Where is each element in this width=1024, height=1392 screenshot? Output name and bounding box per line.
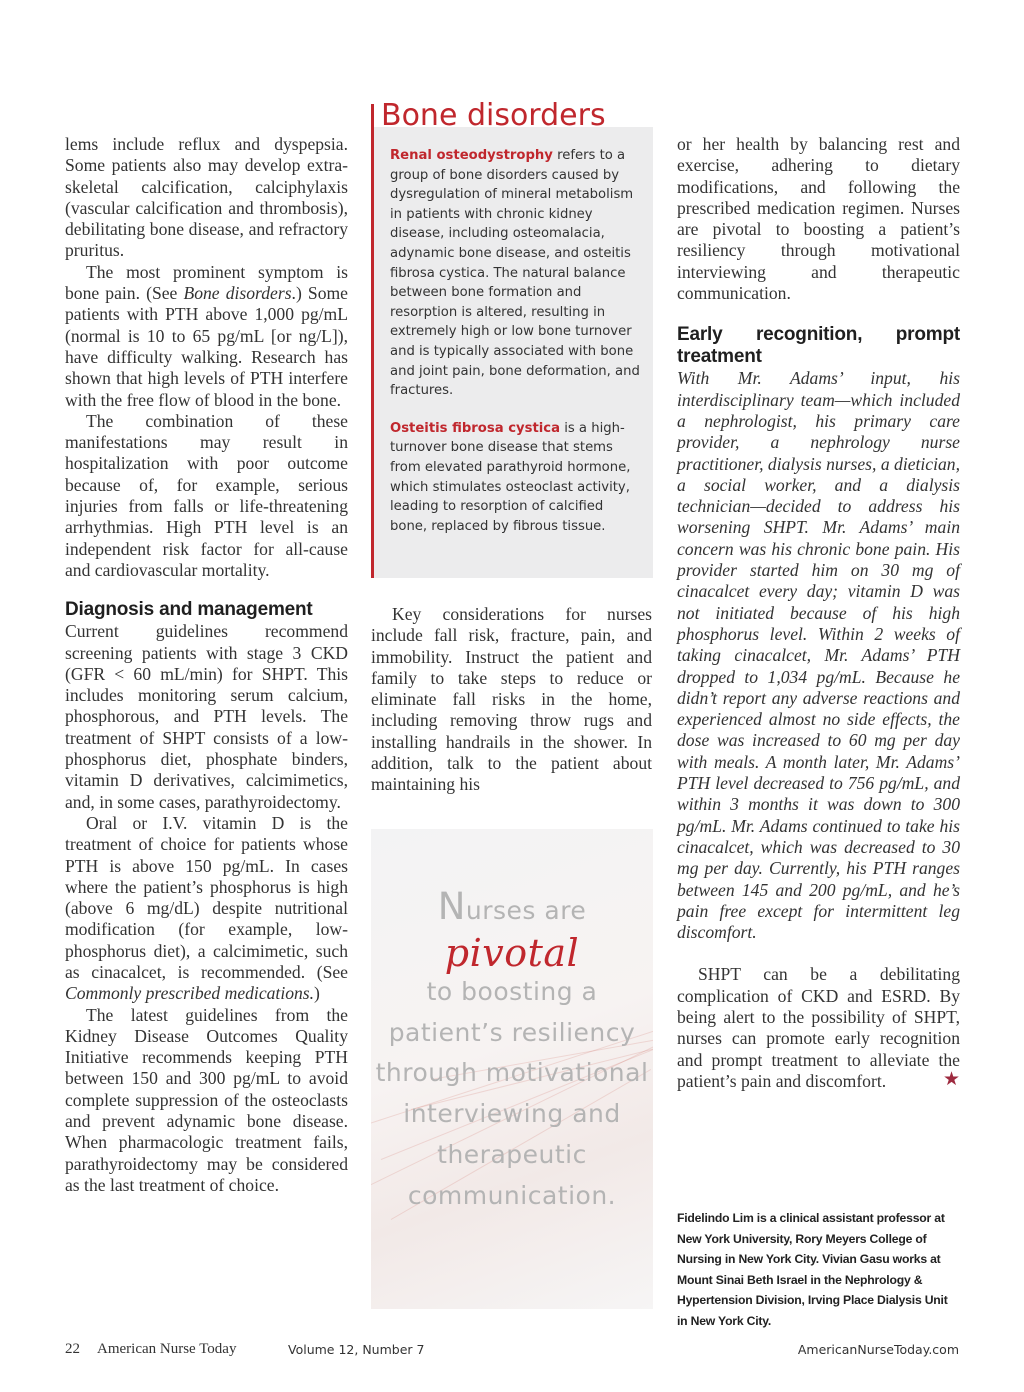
page-footer bbox=[65, 1341, 959, 1361]
pull-quote bbox=[371, 829, 653, 1309]
sidebar-paragraph bbox=[390, 146, 640, 401]
text-run: .) Some patients with PTH above 1,000 pg/mL (normal is 10 to 65 pg/mL [or ng/L]), have difficulty walking. Research has shown that high levels of PTH interfere with the free flow of blood in the bone. bbox=[65, 283, 348, 410]
pull-quote-text bbox=[371, 887, 653, 1217]
paragraph: The combination of these manifestations may result in hospitalization with poor outcome because of, for example, serious injuries from falls or life-threatening arrhythmias. High PTH level is an independent risk factor for all-cause and cardiovascular mortality. bbox=[65, 410, 348, 580]
column-middle bbox=[371, 604, 652, 796]
section-heading: Early recognition, prompt treatment bbox=[677, 324, 960, 368]
pull-quote-rest: to boosting a patient’s resiliency through motivational interviewing and therapeutic communication. bbox=[375, 976, 649, 1210]
website-url[interactable]: AmericanNurseToday.com bbox=[797, 1342, 959, 1357]
paragraph bbox=[65, 262, 348, 411]
sidebar-term: Renal osteodystrophy bbox=[390, 148, 553, 163]
end-star-icon: ★ bbox=[942, 1068, 960, 1090]
page-number: 22 bbox=[65, 1341, 80, 1357]
cross-reference: Commonly prescribed medications. bbox=[65, 983, 315, 1004]
pull-quote-initial: N bbox=[437, 885, 466, 928]
sidebar-paragraph bbox=[390, 419, 640, 537]
cross-reference: Bone disorders bbox=[183, 283, 292, 304]
sidebar-content bbox=[390, 146, 640, 554]
sidebar-title: Bone disorders bbox=[381, 98, 606, 133]
sidebar-definition: refers to a group of bone disorders caused by dysregulation of mineral metabolism in patients with chronic kidney disease, including osteomalacia, adynamic bone disease, and osteitis fibrosa cystica. The natural balance between bone formation and resorption is altered, resulting in extremely high or low bone turnover and is typically associated with bone and joint pain, bone deformation, and fractures. bbox=[390, 148, 640, 399]
pull-quote-line: urses are bbox=[465, 896, 587, 925]
paragraph: lems include reflux and dyspepsia. Some patients also may develop extra-skeletal calcification, calciphylaxis (vascular calcification and thrombosis), debilitating bone disease, and refractory pruritus. bbox=[65, 134, 348, 261]
text-run: SHPT can be a debilitating complication of CKD and ESRD. By being alert to the possibility of SHPT, nurses can promote early recognition and prompt treatment to alleviate the patient’s pain and discomfort. bbox=[677, 964, 960, 1091]
case-study: With Mr. Adams’ input, his interdisciplinary team—which included a nephrologist, his primary care provider, a nephrology nurse practitioner, dialysis nurses, a dietician, a social worker, and a dialysis technician—decided to address his worsening SHPT. Mr. Adams’ main concern was his chronic bone pain. His provider started him on 30 mg of cinacalcet every day; vitamin D was not initiated because of his high phosphorus level. Within 2 weeks of taking cinacalcet, Mr. Adams’ PTH dropped to 1,034 pg/mL. Because he didn’t report any adverse reactions and experienced almost no side effects, the dose was increased to 60 mg per day with meals. A month later, Mr. Adams’ PTH level decreased to 756 pg/mL, and within 3 months it was down to 300 pg/mL. Mr. Adams continued to take his cinacalcet, which was decreased to 30 mg per day. Currently, his PTH ranges between 145 and 200 pg/mL, and he’s pain free except for intermittent leg discomfort. bbox=[677, 368, 960, 943]
column-left bbox=[65, 134, 348, 1196]
magazine-name: American Nurse Today bbox=[97, 1341, 237, 1357]
text-run: Oral or I.V. vitamin D is the treatment of choice for patients whose PTH is above 150 pg/mL. In cases where the patient’s phosphorus is high (above 6 mg/dL) despite nutritional modification (for example, low-phosphorus diet), a calcimimetic, such as cinacalcet, is recommended. (See bbox=[65, 812, 348, 982]
paragraph bbox=[677, 964, 960, 1092]
sidebar-term: Osteitis fibrosa cystica bbox=[390, 420, 561, 436]
paragraph: The latest guidelines from the Kidney Disease Outcomes Quality Initiative recommends keeping PTH between 150 and 300 pg/mL to avoid complete suppression of the osteoclasts and prevent adynamic bone disease. When pharmacologic treatment fails, parathyroidectomy may be considered as the last treatment of choice. bbox=[65, 1004, 348, 1195]
text-run: The most prominent symptom is bone pain. (See bbox=[65, 261, 348, 304]
paragraph bbox=[65, 813, 348, 1005]
sidebar-definition: is a high-turnover bone disease that stems from elevated parathyroid hormone, which stimulates osteoclast activity, leading to resorption of calcified bone, replaced by fibrous tissue. bbox=[390, 420, 631, 534]
paragraph: Current guidelines recommend screening patients with stage 3 CKD (GFR < 60 mL/min) for SHPT. This includes monitoring serum calcium, phosphorous, and PTH levels. The treatment of SHPT consists of a low-phosphorus diet, phosphate binders, vitamin D derivatives, calcimimetics, and, in some cases, parathyroidectomy. bbox=[65, 621, 348, 812]
author-bio: Fidelindo Lim is a clinical assistant professor at New York University, Rory Meyers College of Nursing in New York City. Vivian Gasu works at Mount Sinai Beth Israel in the Nephrology & Hypertension Division, Irving Place Dialysis Unit in New York City. bbox=[677, 1211, 948, 1328]
paragraph: Key considerations for nurses include fall risk, fracture, pain, and immobility. Instruct the patient and family to take steps to reduce or eliminate fall risks in the home, including removing throw rugs and installing handrails in the shower. In addition, talk to the patient about maintaining his bbox=[371, 604, 652, 795]
column-right bbox=[677, 134, 960, 1092]
text-run: ) bbox=[314, 983, 320, 1004]
sidebar-accent-rule bbox=[371, 104, 374, 578]
section-heading: Diagnosis and management bbox=[65, 599, 313, 621]
pull-quote-emphasis: pivotal bbox=[444, 930, 580, 975]
issue-volume: Volume 12, Number 7 bbox=[288, 1342, 425, 1357]
paragraph: or her health by balancing rest and exercise, adhering to dietary modifications, and following the prescribed medication regimen. Nurses are pivotal to boosting a patient’s resiliency through motivational interviewing and therapeutic communication. bbox=[677, 134, 960, 304]
